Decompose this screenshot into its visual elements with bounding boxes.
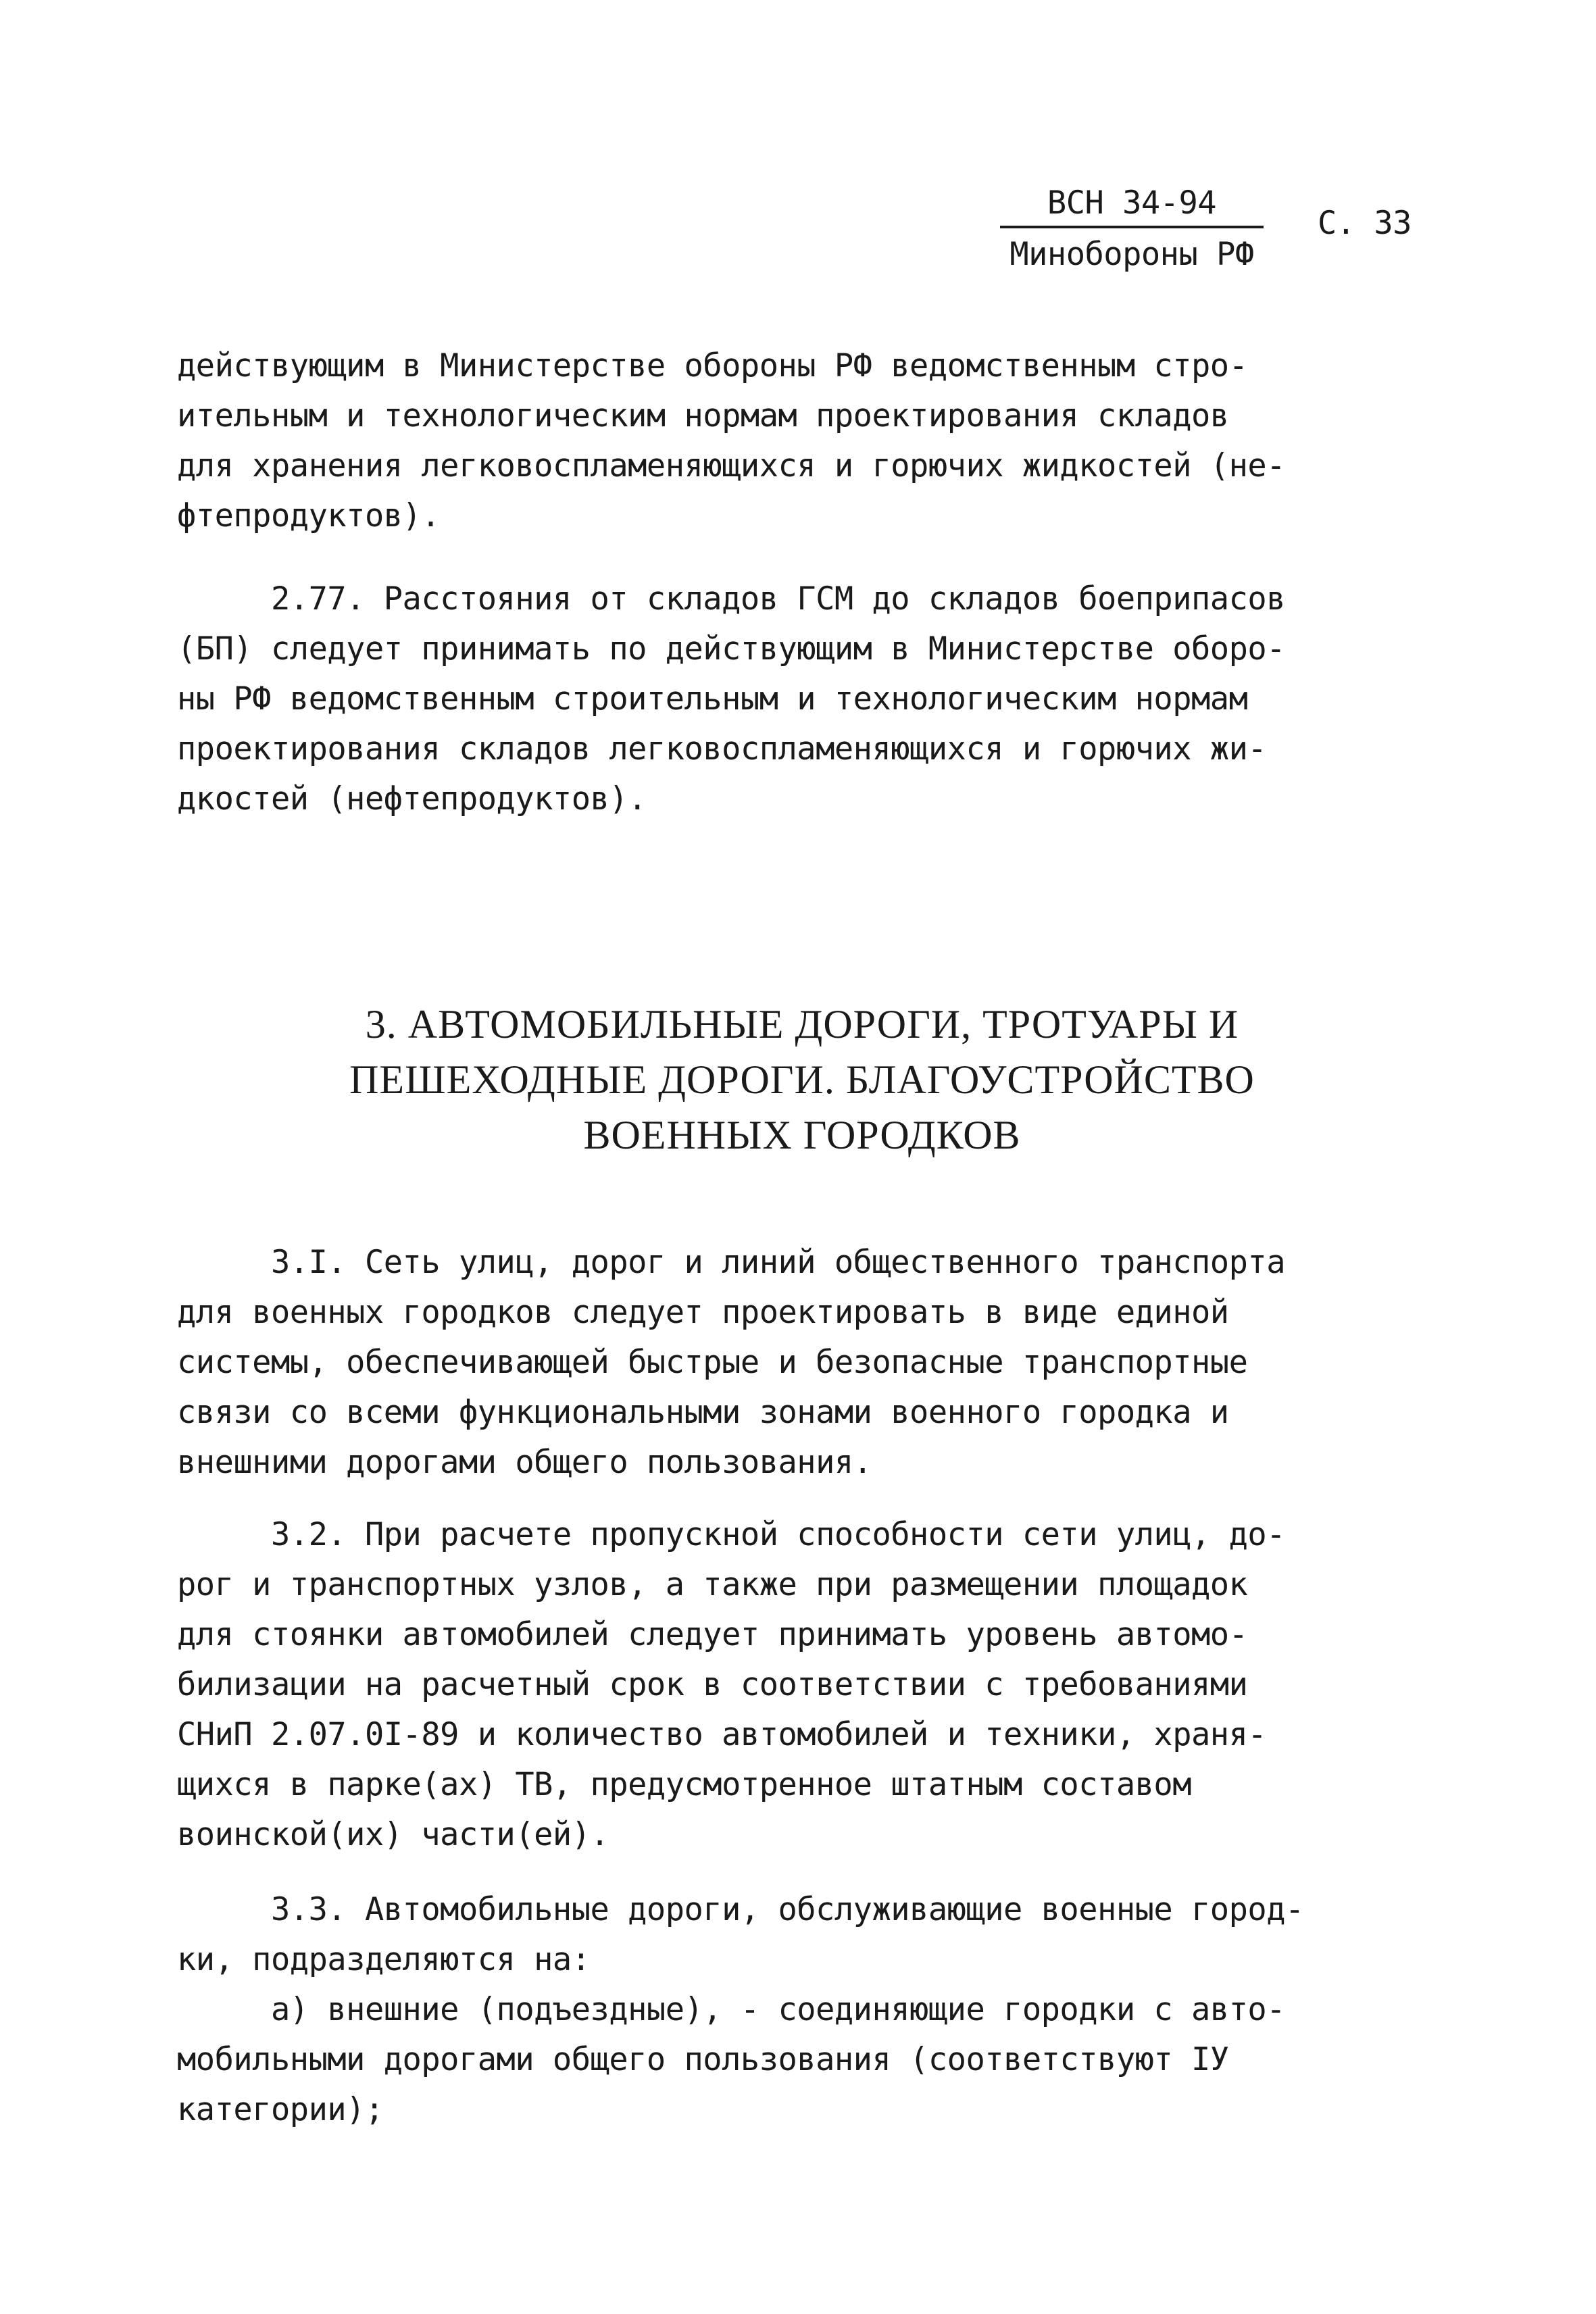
text-line: (БП) следует принимать по действующим в Министерстве оборо- [177,630,1285,668]
text-line: действующим в Министерстве обороны РФ ведомственным стро- [177,347,1248,384]
text-line: дкостей (нефтепродуктов). [177,780,647,818]
text-line: для военных городков следует проектировать в виде единой [177,1294,1229,1331]
text-line: 3.2. При расчете пропускной способности сети улиц, до- [177,1516,1285,1553]
page-header [980,181,1453,289]
heading-line: ВОЕННЫХ ГОРОДКОВ [583,1113,1021,1157]
text-line: категории); [177,2091,384,2128]
heading-line: ПЕШЕХОДНЫЕ ДОРОГИ. БЛАГОУСТРОЙСТВО [349,1057,1255,1102]
section-heading [177,997,1427,1163]
paragraph-3-2 [177,1510,1427,1860]
paragraph-3-3 [177,1885,1427,2135]
text-line: ны РФ ведомственным строительным и технологическим нормам [177,680,1248,718]
text-line: 3.I. Сеть улиц, дорог и линий общественного транспорта [177,1244,1285,1281]
text-line: щихся в парке(ах) ТВ, предусмотренное штатным составом [177,1766,1192,1803]
text-line: ительным и технологическим нормам проектирования складов [177,397,1229,434]
text-line: а) внешние (подъездные), - соединяющие городки с авто- [177,1991,1285,2028]
text-line: системы, обеспечивающей быстрые и безопасные транспортные [177,1344,1248,1381]
text-line: связи со всеми функциональными зонами военного городка и [177,1394,1229,1431]
paragraph-continuation [177,341,1427,541]
text-line: билизации на расчетный срок в соответствии с требованиями [177,1666,1248,1703]
text-line: внешними дорогами общего пользования. [177,1444,872,1481]
paragraph-2-77 [177,574,1427,824]
text-line: для стоянки автомобилей следует принимать уровень автомо- [177,1616,1248,1653]
text-line: мобильными дорогами общего пользования (соответствуют IУ [177,2041,1229,2078]
text-line: рог и транспортных узлов, а также при размещении площадок [177,1566,1248,1603]
ministry-name: Минобороны РФ [1009,236,1254,273]
document-code: ВСН 34-94 [1000,181,1264,228]
text-line: 2.77. Расстояния от складов ГСМ до складов боеприпасов [177,580,1285,618]
text-line: 3.3. Автомобильные дороги, обслуживающие военные город- [177,1891,1304,1928]
text-line: воинской(их) части(ей). [177,1816,609,1853]
text-line: проектирования складов легковоспламеняющихся и горючих жи- [177,730,1267,768]
text-line: ки, подразделяются на: [177,1941,591,1978]
heading-line: 3. АВТОМОБИЛЬНЫЕ ДОРОГИ, ТРОТУАРЫ И [365,1002,1239,1047]
text-line: фтепродуктов). [177,497,441,534]
text-line: СНиП 2.07.0I-89 и количество автомобилей и техники, храня- [177,1716,1267,1753]
paragraph-3-1 [177,1238,1427,1488]
page-number: С. 33 [1318,205,1412,242]
text-line: для хранения легковоспламеняющихся и горючих жидкостей (не- [177,447,1285,484]
